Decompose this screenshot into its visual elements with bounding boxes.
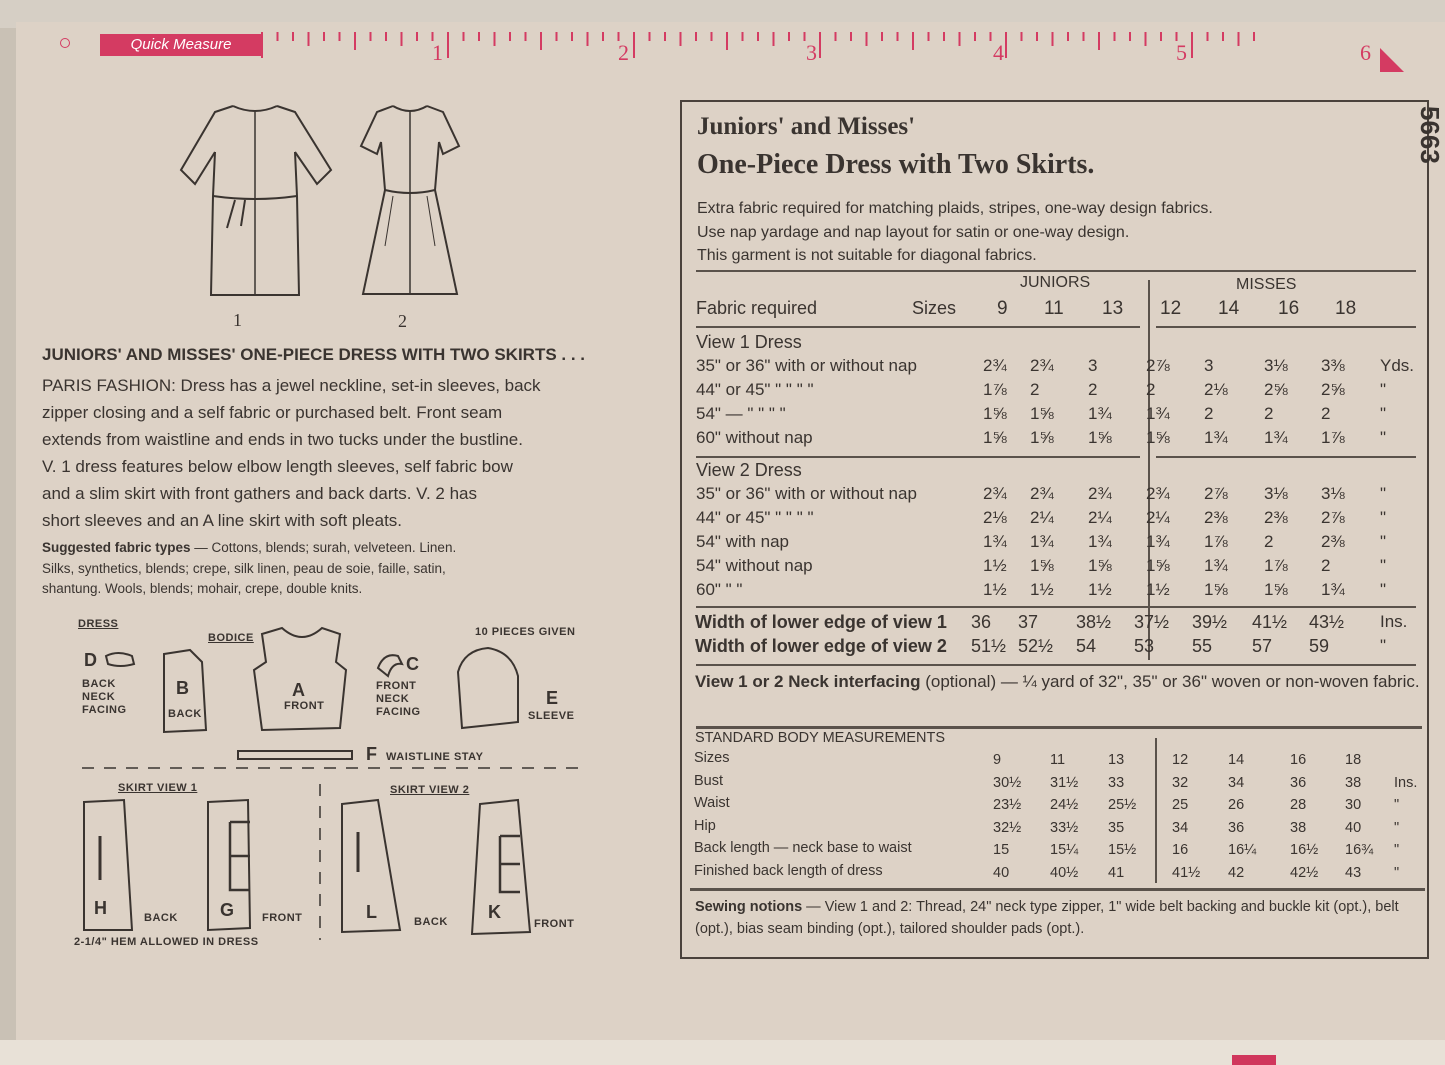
yardage-value: 2⅝ <box>1264 380 1288 399</box>
notions-label: Sewing notions <box>695 899 803 915</box>
yardage-value: 1¾ <box>1030 532 1054 551</box>
size-header: 12 <box>1160 298 1182 319</box>
yardage-value: 1⅝ <box>1146 428 1170 447</box>
measurement-value: 16 <box>1172 842 1189 858</box>
measurement-value: 9 <box>993 752 1002 768</box>
row-unit: " <box>1380 484 1387 503</box>
fabric-row-label: 54" with nap <box>696 532 789 551</box>
yardage-value: 1⅝ <box>1030 404 1054 423</box>
piece-k-name: FRONT <box>534 918 575 930</box>
piece-b-name: BACK <box>168 708 202 720</box>
yardage-value: 1½ <box>983 580 1007 599</box>
measurement-value: 30½ <box>993 774 1022 791</box>
piece-d-letter: D <box>84 650 97 670</box>
interfacing-note <box>695 670 1425 694</box>
yardage-value: 3 <box>1204 356 1214 375</box>
label-skirt-view-1: SKIRT VIEW 1 <box>118 782 198 794</box>
size-header: 18 <box>1335 298 1357 319</box>
row-unit: " <box>1380 636 1387 655</box>
row-unit: " <box>1380 428 1387 447</box>
yardage-value: 2 <box>1088 380 1098 399</box>
yardage-value: 2 <box>1321 404 1331 423</box>
yardage-value: 2¾ <box>983 484 1007 503</box>
row-unit: " <box>1380 404 1387 423</box>
piece-f-name: WAISTLINE STAY <box>386 751 484 763</box>
measurement-value: 16½ <box>1290 842 1319 858</box>
measurement-value: 24½ <box>1050 797 1079 813</box>
group-misses: MISSES <box>1236 276 1297 293</box>
figure-label-1: 1 <box>233 310 242 330</box>
yardage-value: 2¾ <box>1030 356 1054 375</box>
row-unit: " <box>1380 380 1387 399</box>
label-pieces-given: 10 PIECES GIVEN <box>475 626 576 638</box>
yardage-value: 1¾ <box>1088 532 1112 551</box>
yardage-value: 1¾ <box>1088 404 1112 423</box>
measurement-value: 16 <box>1290 752 1307 768</box>
yardage-value: 2¼ <box>1146 508 1170 527</box>
yardage-value: 2⅞ <box>1146 356 1170 375</box>
width-value: 54 <box>1076 636 1097 656</box>
ruler-number: 1 <box>432 40 443 65</box>
width-value: 37½ <box>1134 612 1170 632</box>
group-juniors: JUNIORS <box>1020 274 1091 291</box>
yardage-value: 2¾ <box>1146 484 1170 503</box>
yardage-value: 1⅝ <box>1030 556 1054 575</box>
description-body: PARIS FASHION: Dress has a jewel neckline, set-in sleeves, back zipper closing and a self fabric or purchased belt. Front seam extends from waistline and ends in two tucks under the bustline. V. 1 dress features below elbow length sleeves, self fabric bow and a slim skirt with front gathers and back darts. V. 2 has short sleeves and an A line skirt with soft pleats. <box>42 376 541 530</box>
view-section-title: View 2 Dress <box>696 460 802 480</box>
size-header: 14 <box>1218 298 1240 319</box>
measurement-value: 33½ <box>1050 819 1079 836</box>
yardage-value: 2⅝ <box>1321 380 1345 399</box>
yardage-value: 2⅜ <box>1204 508 1228 527</box>
row-unit: " <box>1394 842 1400 858</box>
pattern-number: 5663 <box>1415 106 1445 164</box>
yardage-value: 2⅜ <box>1264 508 1288 527</box>
measurement-value: 15½ <box>1108 842 1137 858</box>
yardage-value: 1⅝ <box>983 404 1007 423</box>
row-unit: Ins. <box>1394 774 1418 791</box>
yardage-value: 2¾ <box>983 356 1007 375</box>
width-value: 37 <box>1018 612 1039 632</box>
yardage-value: 2 <box>1204 404 1214 423</box>
width-value: 57 <box>1252 636 1273 656</box>
width-row-label: Width of lower edge of view 2 <box>695 636 947 656</box>
ruler-number: 6 <box>1360 40 1371 65</box>
yardage-value: 2⅛ <box>983 508 1007 527</box>
column-divider <box>1155 738 1157 883</box>
measurement-value: 42½ <box>1290 864 1319 881</box>
interfacing-label: View 1 or 2 Neck interfacing <box>695 672 921 691</box>
ruler-number: 4 <box>993 40 1004 65</box>
measurement-value: 41½ <box>1172 864 1201 881</box>
figure-label-2: 2 <box>398 311 407 331</box>
ruler-number: 3 <box>806 40 817 65</box>
size-header: 11 <box>1044 298 1064 319</box>
row-unit: " <box>1394 797 1400 813</box>
yardage-value: 1¾ <box>1264 428 1288 447</box>
yardage-value: 1¾ <box>1204 428 1228 447</box>
piece-b-letter: B <box>176 678 189 698</box>
yardage-value: 1⅞ <box>1204 532 1228 551</box>
divider <box>696 456 1140 458</box>
width-value: 51½ <box>971 636 1007 656</box>
ruler-number: 5 <box>1176 40 1187 65</box>
piece-l-name: BACK <box>414 916 448 928</box>
yardage-value: 1¾ <box>1146 532 1170 551</box>
yardage-value: 1⅝ <box>1204 580 1228 599</box>
measurement-label: Back length — neck base to waist <box>694 840 912 856</box>
pink-mark <box>1232 1055 1276 1065</box>
measurement-value: 36 <box>1290 774 1307 791</box>
fabric-required-label: Fabric required <box>696 298 818 318</box>
size-header: 13 <box>1102 298 1124 319</box>
ruler-arrow-icon <box>1380 48 1406 74</box>
hem-note: 2-1/4" HEM ALLOWED IN DRESS <box>74 936 259 948</box>
row-unit: Yds. <box>1380 356 1415 375</box>
sizes-label: Sizes <box>912 298 957 318</box>
box-title-line-1: Juniors' and Misses' <box>697 113 916 140</box>
yardage-value: 1¾ <box>1204 556 1228 575</box>
width-value: 43½ <box>1309 612 1345 632</box>
size-header: 9 <box>997 298 1008 319</box>
sewing-notions <box>695 896 1430 940</box>
yardage-value: 2¼ <box>1088 508 1112 527</box>
yardage-value: 2 <box>1321 556 1331 575</box>
body-measurements-title: STANDARD BODY MEASUREMENTS <box>695 730 946 746</box>
measurement-value: 34 <box>1228 774 1245 791</box>
yardage-value: 2⅞ <box>1321 508 1345 527</box>
yardage-value: 1⅞ <box>983 380 1007 399</box>
piece-l-letter: L <box>366 902 377 922</box>
measurement-value: 40 <box>1345 819 1362 836</box>
measurement-value: 16¼ <box>1228 842 1257 858</box>
measurement-value: 40½ <box>1050 864 1079 881</box>
fabric-types-text: — Cottons, blends; surah, velveteen. Linen. Silks, synthetics, blends; crepe, silk linen, peau de soie, faille, satin, shantung. Wools, blends; mohair, crepe, double knits. <box>42 540 457 596</box>
yardage-value: 1½ <box>1088 580 1112 599</box>
measurement-value: 15 <box>993 842 1010 858</box>
pattern-pieces-diagram <box>0 0 680 960</box>
yardage-value: 1½ <box>1146 580 1170 599</box>
box-title-line-2: One-Piece Dress with Two Skirts. <box>697 149 1095 180</box>
yardage-value: 2 <box>1030 380 1040 399</box>
measurement-value: 15¼ <box>1050 842 1079 858</box>
yardage-value: 1⅝ <box>1030 428 1054 447</box>
piece-k-letter: K <box>488 902 501 922</box>
measurement-label: Sizes <box>694 750 730 766</box>
piece-a-name: FRONT <box>284 700 325 712</box>
notions-text: — View 1 and 2: Thread, 24" neck type zipper, 1" wide belt backing and buckle kit (opt.), belt (opt.), bias seam binding (opt.), tailored shoulder pads (opt.). <box>695 899 1399 937</box>
yardage-value: 2⅜ <box>1321 532 1345 551</box>
column-divider <box>1148 280 1150 660</box>
measurement-value: 30 <box>1345 797 1362 813</box>
measurement-value: 32 <box>1172 774 1189 791</box>
view-section-title: View 1 Dress <box>696 332 802 352</box>
row-unit: " <box>1394 819 1400 836</box>
label-bodice: BODICE <box>208 632 254 644</box>
label-skirt-view-2: SKIRT VIEW 2 <box>390 784 470 796</box>
width-value: 36 <box>971 612 992 632</box>
yardage-value: 3⅛ <box>1264 484 1288 503</box>
fabric-row-label: 35" or 36" with or without nap <box>696 484 917 503</box>
yardage-value: 2⅞ <box>1204 484 1228 503</box>
yardage-value: 3⅛ <box>1264 356 1288 375</box>
yardage-value: 1⅝ <box>1088 428 1112 447</box>
yardage-value: 3⅜ <box>1321 356 1345 375</box>
quick-measure-badge: Quick Measure <box>100 34 262 56</box>
fabric-row-label: 54" without nap <box>696 556 813 575</box>
yardage-value: 2⅛ <box>1204 380 1228 399</box>
fabric-row-label: 60" without nap <box>696 428 813 447</box>
measurement-value: 13 <box>1108 752 1125 768</box>
piece-g-letter: G <box>220 900 235 920</box>
size-header: 16 <box>1278 298 1300 319</box>
measurement-value: 25½ <box>1108 797 1137 813</box>
yardage-value: 2 <box>1264 532 1274 551</box>
interfacing-text: (optional) — ¼ yard of 32", 35" or 36" woven or non-woven fabric. <box>925 672 1420 691</box>
row-unit: " <box>1380 556 1387 575</box>
measurement-value: 40 <box>993 864 1010 881</box>
piece-c-name: FRONT NECK FACING <box>376 680 421 718</box>
piece-e-letter: E <box>546 688 559 708</box>
fabric-notes: Extra fabric required for matching plaids, stripes, one-way design fabrics. Use nap yardage and nap layout for satin or one-way design. This garment is not suitable for diagonal fabrics. <box>697 200 1213 264</box>
width-value: 41½ <box>1252 612 1288 632</box>
fabric-types-label: Suggested fabric types <box>42 540 191 555</box>
measurement-label: Waist <box>694 795 730 811</box>
piece-g-name: FRONT <box>262 912 303 924</box>
width-value: 55 <box>1192 636 1213 656</box>
measurement-value: 26 <box>1228 797 1245 813</box>
measurement-value: 16¾ <box>1345 842 1374 858</box>
yardage-value: 2¼ <box>1030 508 1054 527</box>
measurement-value: 36 <box>1228 819 1245 836</box>
yardage-value: 1½ <box>983 556 1007 575</box>
measurement-value: 33 <box>1108 774 1125 791</box>
measurement-value: 23½ <box>993 797 1022 813</box>
measurement-value: 34 <box>1172 819 1189 836</box>
yardage-value: 2¾ <box>1088 484 1112 503</box>
background-strip-bottom <box>0 1040 1445 1065</box>
measurement-value: 42 <box>1228 864 1245 881</box>
yardage-value: 3 <box>1088 356 1098 375</box>
measurement-value: 28 <box>1290 797 1307 813</box>
measurement-value: 12 <box>1172 752 1189 768</box>
fabric-row-label: 60" " " <box>696 580 743 599</box>
yardage-value: 3⅛ <box>1321 484 1345 503</box>
measurement-label: Bust <box>694 772 724 789</box>
piece-h-letter: H <box>94 898 107 918</box>
measurement-value: 35 <box>1108 819 1125 836</box>
divider <box>690 888 1425 891</box>
measurement-value: 38 <box>1345 774 1362 791</box>
row-unit: Ins. <box>1380 612 1408 631</box>
row-unit: " <box>1380 508 1387 527</box>
divider <box>696 326 1140 328</box>
width-row-label: Width of lower edge of view 1 <box>695 612 947 632</box>
divider <box>696 664 1416 666</box>
yardage-value: 1⅝ <box>1264 580 1288 599</box>
divider <box>696 606 1416 608</box>
measurement-value: 14 <box>1228 752 1245 768</box>
piece-h-name: BACK <box>144 912 178 924</box>
yardage-value: 1¾ <box>983 532 1007 551</box>
measurement-value: 25 <box>1172 797 1189 813</box>
piece-d-name: BACK NECK FACING <box>82 678 127 716</box>
description-title: JUNIORS' AND MISSES' ONE-PIECE DRESS WITH TWO SKIRTS . . . <box>42 345 586 364</box>
divider <box>1156 326 1416 328</box>
yardage-value: 1⅝ <box>1088 556 1112 575</box>
width-value: 53 <box>1134 636 1155 656</box>
measurement-value: 11 <box>1050 752 1066 768</box>
width-value: 38½ <box>1076 612 1112 632</box>
width-value: 59 <box>1309 636 1330 656</box>
yardage-value: 1½ <box>1030 580 1054 599</box>
measurement-value: 31½ <box>1050 774 1079 791</box>
yardage-value: 2¾ <box>1030 484 1054 503</box>
fabric-row-label: 35" or 36" with or without nap <box>696 356 917 375</box>
divider <box>696 726 1422 729</box>
row-unit: " <box>1380 580 1387 599</box>
yardage-value: 1⅞ <box>1321 428 1345 447</box>
piece-f-letter: F <box>366 744 377 764</box>
measurement-value: 38 <box>1290 819 1307 836</box>
measurement-label: Hip <box>694 817 716 834</box>
divider <box>1156 456 1416 458</box>
width-value: 39½ <box>1192 612 1228 632</box>
measurement-value: 18 <box>1345 752 1362 768</box>
yardage-value: 1¾ <box>1146 404 1170 423</box>
measurement-value: 32½ <box>993 819 1022 836</box>
label-dress: DRESS <box>78 618 119 630</box>
piece-e-name: SLEEVE <box>528 710 575 722</box>
width-value: 52½ <box>1018 636 1054 656</box>
piece-a-letter: A <box>292 680 305 700</box>
yardage-value: 1⅝ <box>1146 556 1170 575</box>
yardage-value: 1¾ <box>1321 580 1345 599</box>
divider <box>696 270 1416 272</box>
ruler-number: 2 <box>618 40 629 65</box>
measurement-label: Finished back length of dress <box>694 862 883 879</box>
yardage-value: 1⅝ <box>983 428 1007 447</box>
yardage-value: 1⅞ <box>1264 556 1288 575</box>
yardage-value: 2 <box>1146 380 1156 399</box>
fabric-row-label: 44" or 45" " " " " <box>696 380 814 399</box>
piece-c-letter: C <box>406 654 419 674</box>
fabric-row-label: 54" — " " " " <box>696 404 786 423</box>
row-unit: " <box>1380 532 1387 551</box>
fabric-row-label: 44" or 45" " " " " <box>696 508 814 527</box>
yardage-value: 2 <box>1264 404 1274 423</box>
measurement-value: 43 <box>1345 864 1362 881</box>
measurement-value: 41 <box>1108 864 1125 881</box>
row-unit: " <box>1394 864 1400 881</box>
